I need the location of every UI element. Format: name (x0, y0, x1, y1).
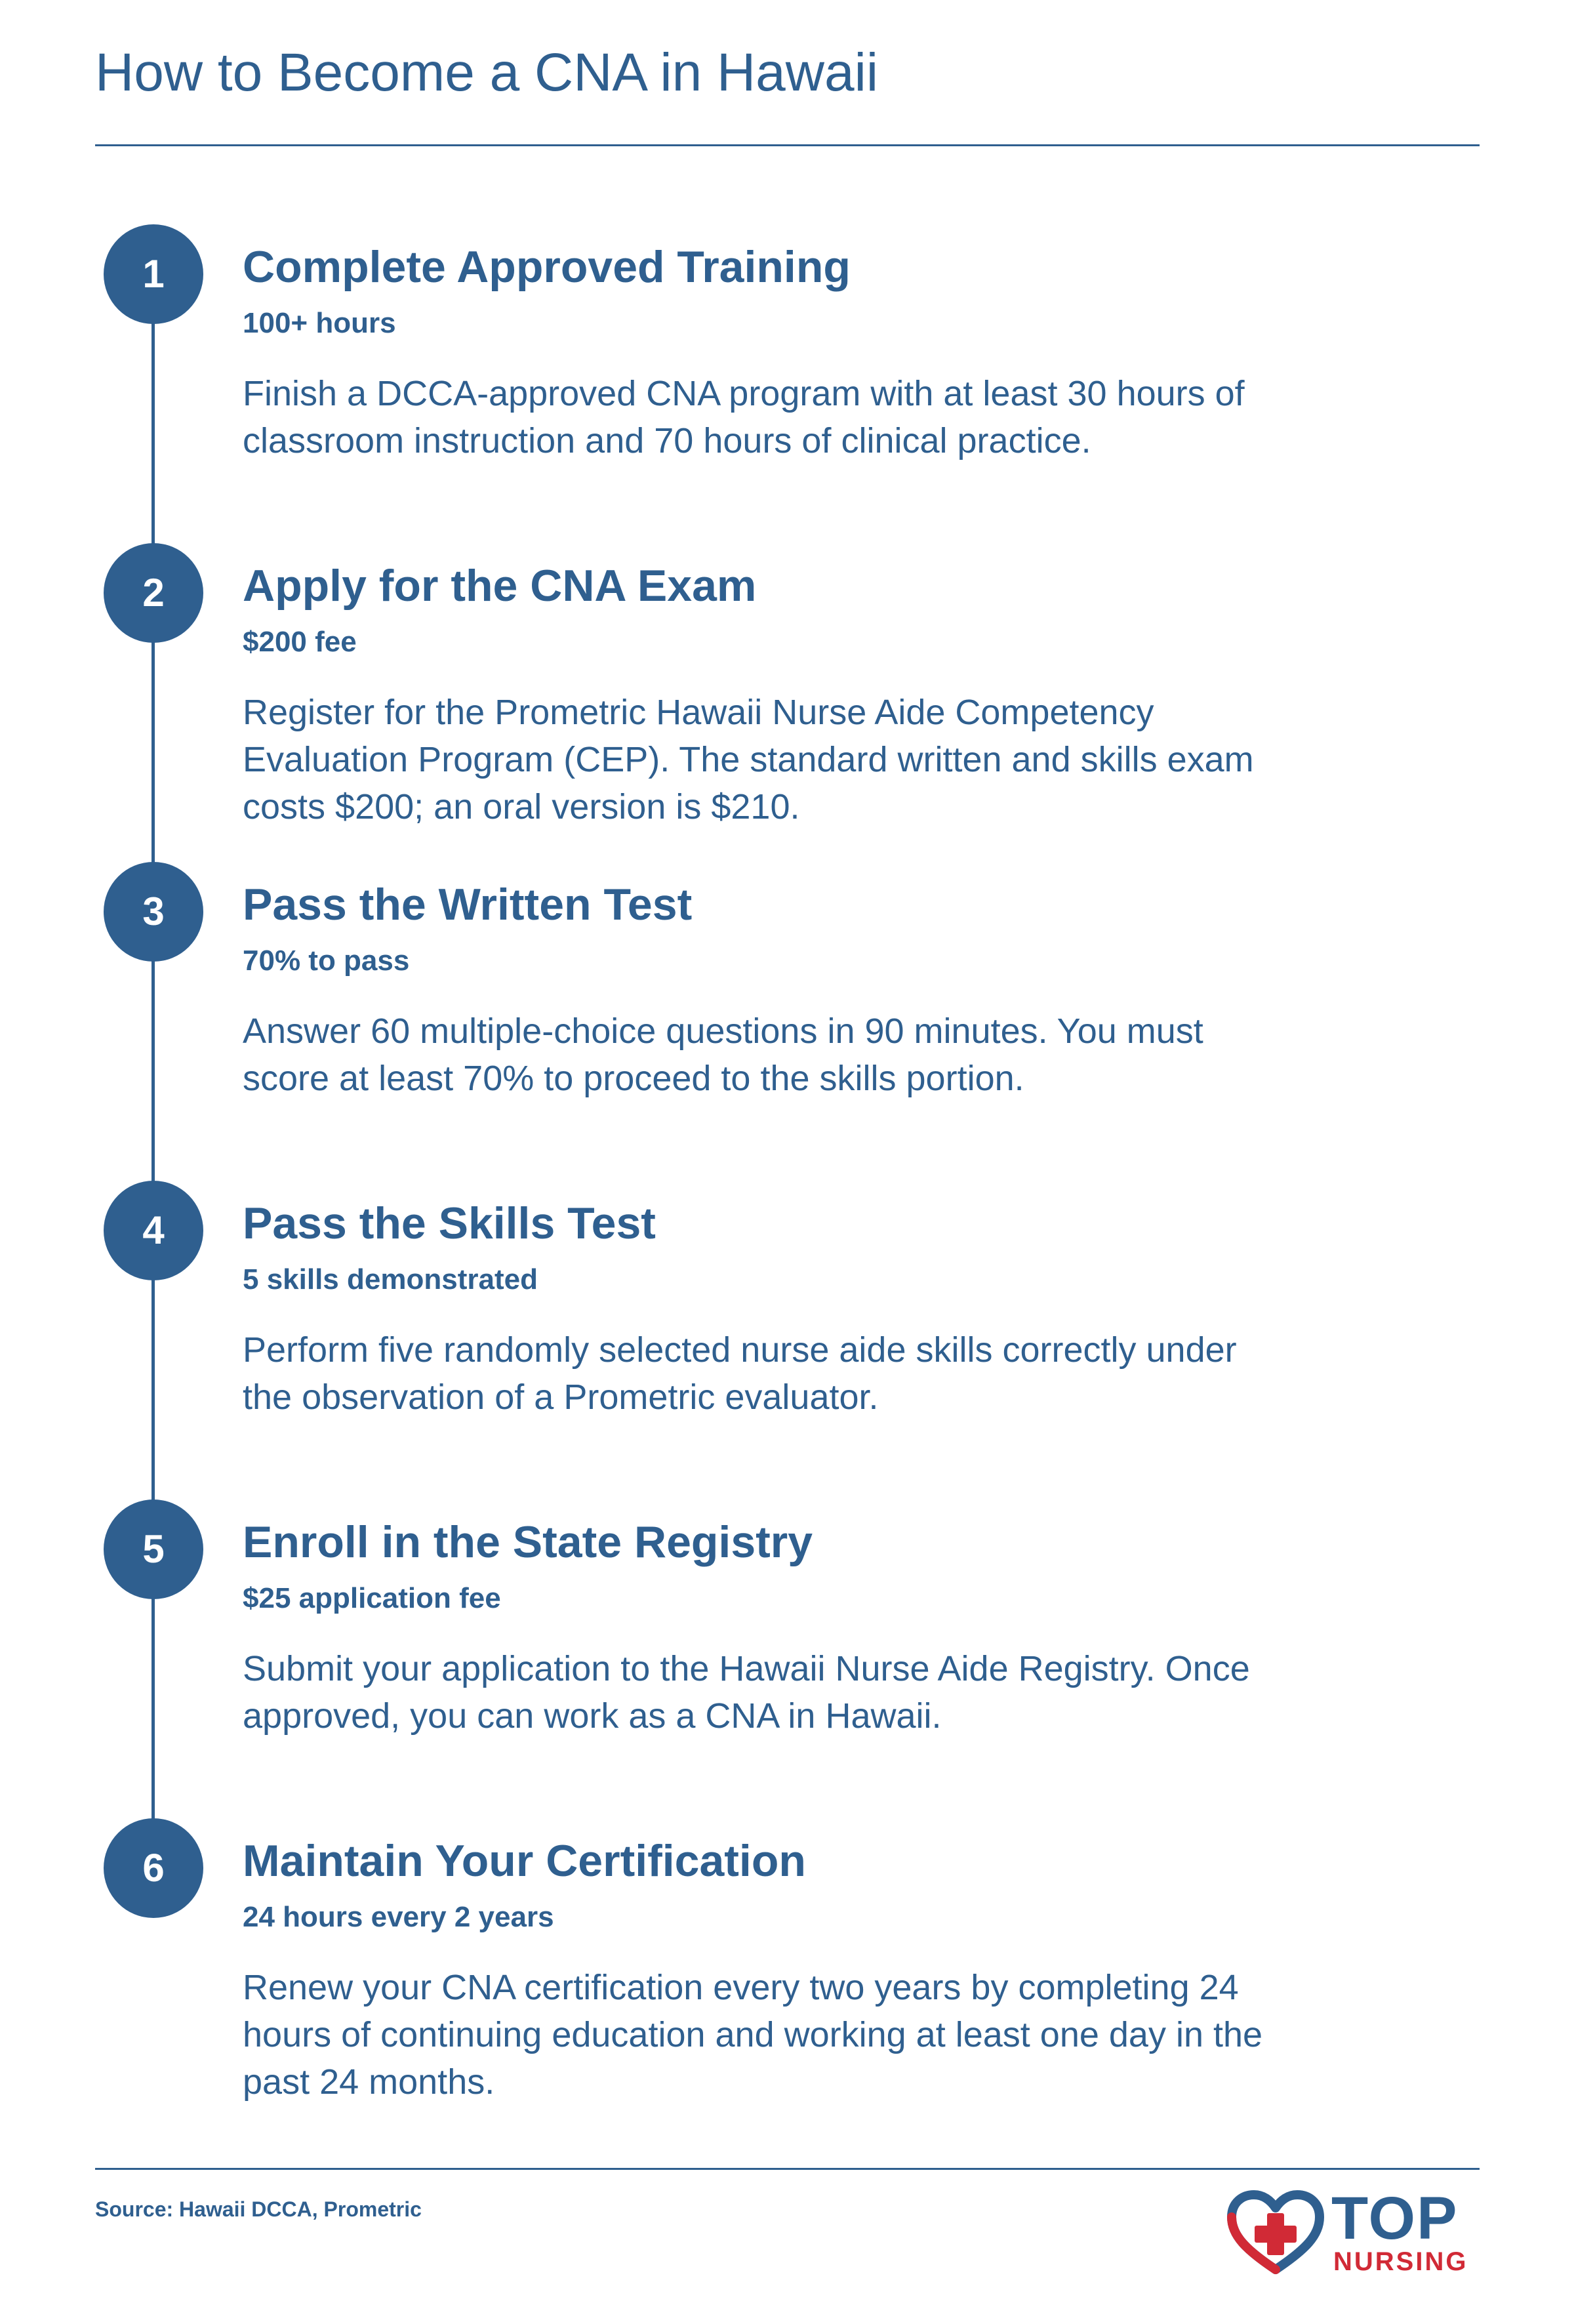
step-metric: $200 fee (243, 626, 357, 658)
top-nursing-logo (1226, 2183, 1489, 2281)
header-divider (95, 144, 1480, 146)
step-metric: 5 skills demonstrated (243, 1263, 538, 1295)
timeline-line (151, 275, 155, 1850)
footer-divider (95, 2168, 1480, 2170)
step-title: Complete Approved Training (243, 242, 851, 292)
step-number-badge: 4 (104, 1181, 203, 1280)
step-number-badge: 1 (104, 224, 203, 324)
step-description: Register for the Prometric Hawaii Nurse Aide Competency Evaluation Program (CEP). The standard written and skills exam costs $200; an oral version is $210. (243, 693, 1254, 826)
step-number-badge: 2 (104, 543, 203, 643)
logo-wordmark: TOP (1331, 2185, 1459, 2252)
step-number-badge: 6 (104, 1818, 203, 1918)
step-description: Perform five randomly selected nurse aide skills correctly under the observation of a Prometric evaluator. (243, 1330, 1237, 1417)
step-description: Submit your application to the Hawaii Nurse Aide Registry. Once approved, you can work as a CNA in Hawaii. (243, 1649, 1250, 1736)
step-description: Renew your CNA certification every two years by completing 24 hours of continuing education and working at least one day in the past 24 months. (243, 1968, 1263, 2102)
step-number-badge: 3 (104, 862, 203, 962)
logo-subtitle: NURSING (1333, 2247, 1468, 2276)
source-note: Source: Hawaii DCCA, Prometric (95, 2197, 422, 2221)
step-title: Apply for the CNA Exam (243, 561, 757, 611)
step-title: Enroll in the State Registry (243, 1517, 813, 1567)
step-description: Answer 60 multiple-choice questions in 90 minutes. You must score at least 70% to proceed to the skills portion. (243, 1011, 1203, 1098)
step-title: Pass the Skills Test (243, 1198, 656, 1248)
step-number-badge: 5 (104, 1499, 203, 1599)
step-description: Finish a DCCA-approved CNA program with at least 30 hours of classroom instruction and 70 hours of clinical practice. (243, 374, 1245, 460)
step-title: Maintain Your Certification (243, 1836, 806, 1886)
step-metric: 70% to pass (243, 945, 410, 977)
step-title: Pass the Written Test (243, 880, 693, 929)
step-metric: $25 application fee (243, 1582, 501, 1614)
step-metric: 100+ hours (243, 307, 396, 339)
page-title: How to Become a CNA in Hawaii (95, 43, 879, 102)
step-metric: 24 hours every 2 years (243, 1901, 554, 1933)
heart-cross-icon (1226, 2190, 1325, 2275)
